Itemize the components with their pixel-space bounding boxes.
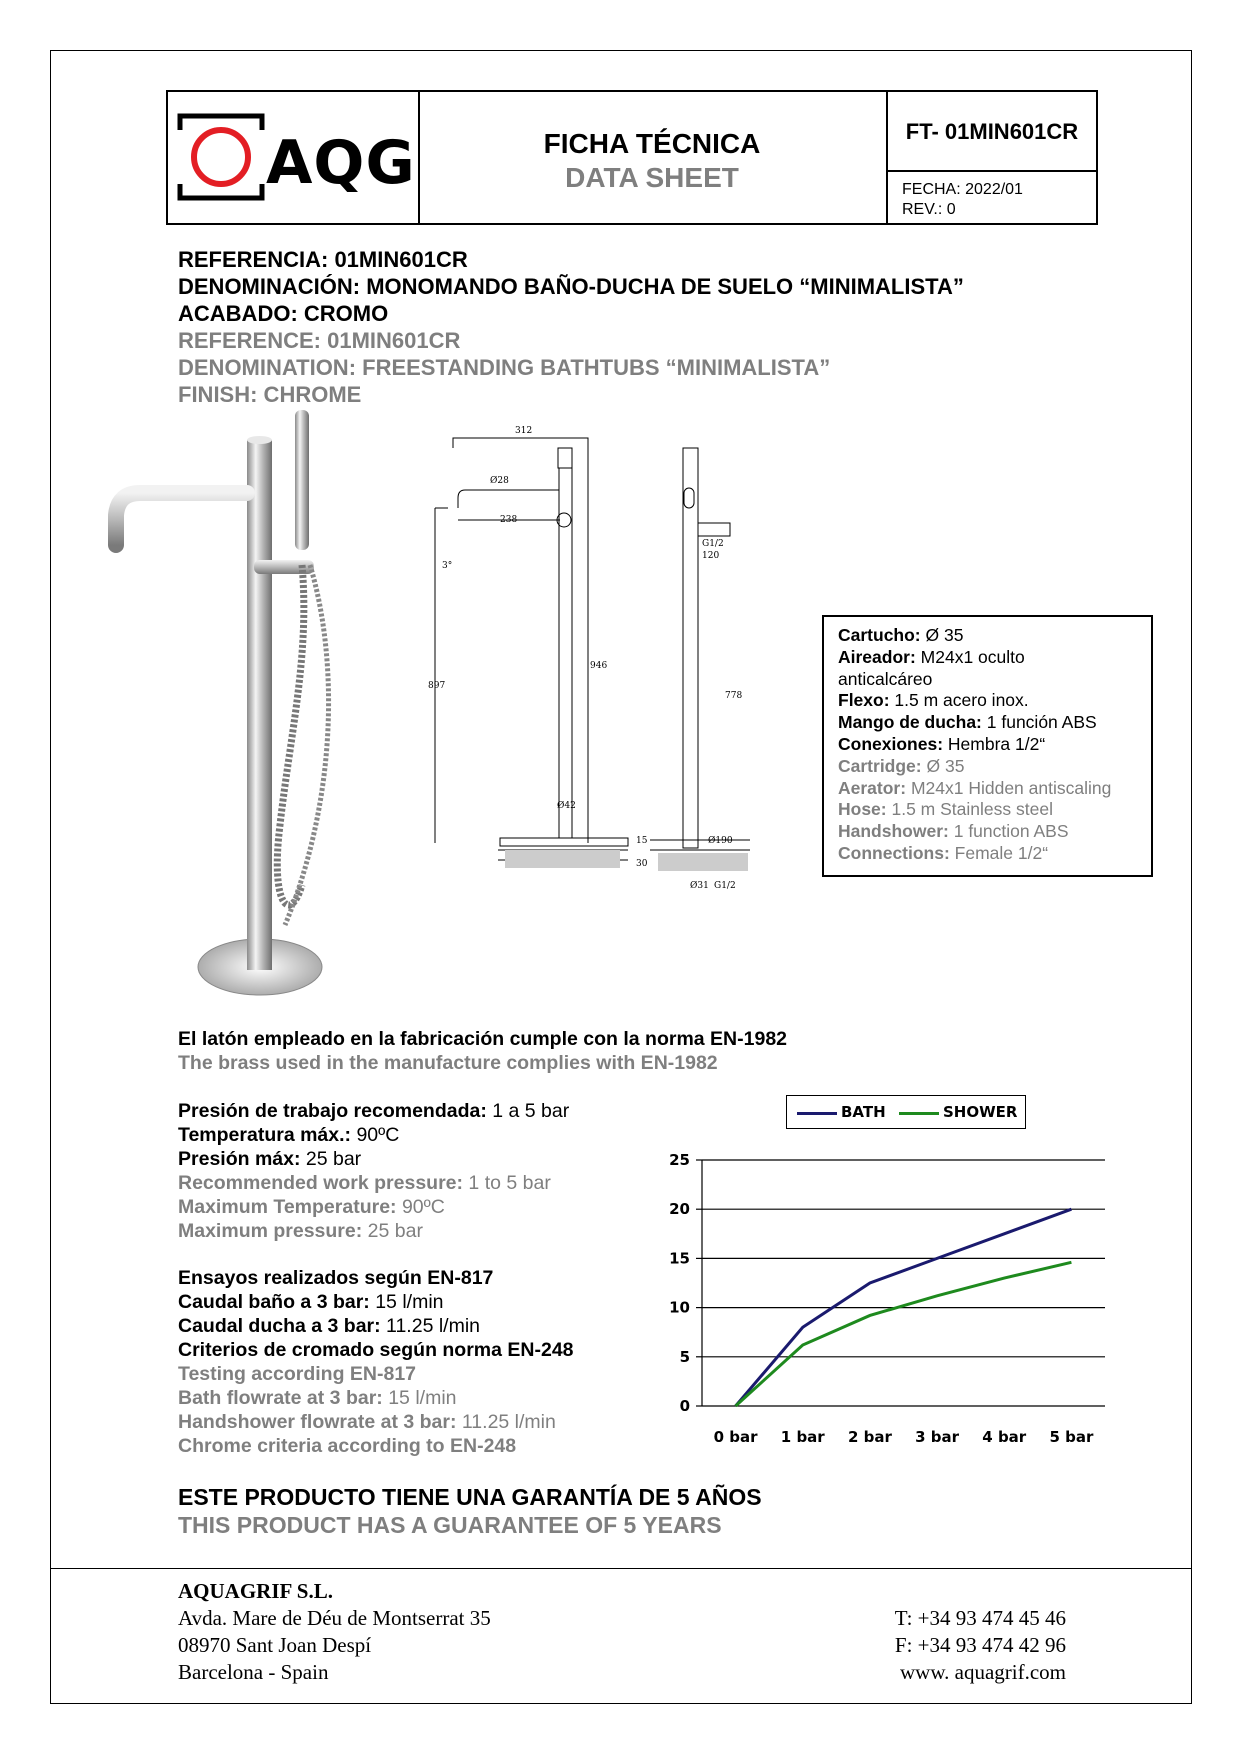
spec-en-3: Handshower: 1 function ABS [838,821,1069,842]
footer-divider [50,1568,1192,1569]
dim-312: 312 [515,426,533,436]
address-line-3: Barcelona - Spain [178,1660,329,1684]
guarantee-es: ESTE PRODUCTO TIENE UNA GARANTÍA DE 5 AÑOS [178,1484,762,1510]
dim-28: Ø28 [490,476,509,486]
brass-en: The brass used in the manufacture complies with EN-1982 [178,1052,718,1074]
phone: T: +34 93 474 45 46 [894,1606,1066,1630]
brass-statement [178,1027,787,1075]
legend-bath-label: BATH [841,1103,886,1121]
pressure-en-2: Maximum pressure: 25 bar [178,1220,423,1242]
y-tick-label-4: 20 [669,1200,690,1219]
tests-block [178,1266,574,1458]
company-address [178,1578,491,1686]
tests-en-0: Testing according EN-817 [178,1363,417,1385]
technical-drawing [430,418,750,903]
spec-en-0: Cartridge: Ø 35 [838,755,965,776]
y-tick-label-2: 10 [669,1298,690,1317]
dim-g12-bottom: G1/2 [714,881,736,891]
tests-en-1: Bath flowrate at 3 bar: 15 l/min [178,1387,457,1409]
brass-es: El latón empleado en la fabricación cumple con la norma EN-1982 [178,1028,788,1050]
dim-238: 238 [500,515,518,525]
finish-en-line: FINISH: CHROME [178,382,362,407]
tests-en-3: Chrome criteria according to EN-248 [178,1435,517,1457]
denomination-es-line: DENOMINACIÓN: MONOMANDO BAÑO-DUCHA DE SUELO “MINIMALISTA” [178,274,964,299]
pressure-es-2: Presión máx: 25 bar [178,1148,362,1170]
spec-es-2: anticalcáreo [838,668,933,689]
y-tick-label-3: 15 [669,1249,690,1268]
revision-info [902,180,1023,220]
flow-chart [650,1148,1120,1458]
spec-en-1: Aerator: M24x1 Hidden antiscaling [838,777,1112,798]
dim-897: 897 [428,681,446,691]
code-cell [888,92,1096,223]
guarantee-block [178,1483,762,1539]
dim-190: Ø190 [708,836,733,846]
fax: F: +34 93 474 42 96 [894,1633,1066,1657]
title-cell [418,92,888,223]
chart-legend [786,1095,1026,1129]
legend-bath-swatch [797,1112,837,1115]
spec-es-3: Flexo: 1.5 m acero inox. [838,690,1029,711]
dim-42: Ø42 [557,801,576,811]
website-link[interactable]: www. aquagrif.com [899,1660,1066,1684]
dim-30: 30 [636,859,648,869]
logo-cell [168,92,420,223]
dim-778: 778 [725,691,743,701]
spec-en-4: Connections: Female 1/2“ [838,842,1049,863]
x-tick-label-1: 1 bar [780,1428,825,1446]
pressure-es-1: Temperatura máx.: 90ºC [178,1124,400,1146]
x-tick-label-3: 3 bar [915,1428,960,1446]
finish-es-line: ACABADO: CROMO [178,301,389,326]
brand-name: AQG [266,128,416,198]
dim-120: 120 [702,551,720,561]
guarantee-en: THIS PRODUCT HAS A GUARANTEE OF 5 YEARS [178,1512,722,1538]
tests-en-2: Handshower flowrate at 3 bar: 11.25 l/min [178,1411,556,1433]
y-tick-label-1: 5 [679,1347,690,1366]
spec-es-4: Mango de ducha: 1 función ABS [838,712,1097,733]
spec-es-0: Cartucho: Ø 35 [838,625,964,645]
dim-31: Ø31 [690,881,709,891]
tests-es-1: Caudal baño a 3 bar: 15 l/min [178,1291,444,1313]
x-tick-label-0: 0 bar [713,1428,758,1446]
dim-15: 15 [636,836,648,846]
reference-es-line: REFERENCIA: 01MIN601CR [178,247,468,272]
address-line-1: Avda. Mare de Déu de Montserrat 35 [178,1606,491,1630]
series-line-shower [736,1262,1072,1406]
company-name: AQUAGRIF S.L. [178,1579,333,1603]
dim-946: 946 [590,661,608,671]
reference-en-line: REFERENCE: 01MIN601CR [178,328,461,353]
reference-block [178,246,964,408]
legend-shower-label: SHOWER [943,1103,1018,1121]
title-es: FICHA TÉCNICA [543,128,761,159]
tests-es-3: Criterios de cromado según norma EN-248 [178,1339,574,1361]
spec-es-1: Aireador: M24x1 oculto [838,646,1025,667]
x-tick-label-5: 5 bar [1049,1428,1094,1446]
header-table [166,90,1098,225]
specs-box [822,615,1153,877]
product-photo [110,405,360,1005]
address-line-2: 08970 Sant Joan Despí [178,1633,372,1657]
pressure-block [178,1099,569,1243]
tests-es-0: Ensayos realizados según EN-817 [178,1267,494,1289]
pressure-es-0: Presión de trabajo recomendada: 1 a 5 bar [178,1100,570,1122]
pressure-en-0: Recommended work pressure: 1 to 5 bar [178,1172,551,1194]
spec-es-5: Conexiones: Hembra 1/2“ [838,733,1046,754]
y-tick-label-5: 25 [669,1151,690,1169]
y-tick-label-0: 0 [679,1397,690,1415]
fecha-label: FECHA: 2022/01 [902,181,1023,198]
tests-es-2: Caudal ducha a 3 bar: 11.25 l/min [178,1315,480,1337]
x-tick-label-4: 4 bar [982,1428,1027,1446]
denomination-en-line: DENOMINATION: FREESTANDING BATHTUBS “MINIMALISTA” [178,355,831,380]
dim-angle: 3° [442,561,453,571]
rev-label: REV.: 0 [902,201,956,218]
title-en: DATA SHEET [565,162,739,193]
sheet-code: FT- 01MIN601CR [888,92,1096,172]
spec-en-2: Hose: 1.5 m Stainless steel [838,799,1053,820]
dim-g12-side: G1/2 [702,539,724,549]
pressure-en-1: Maximum Temperature: 90ºC [178,1196,445,1218]
company-contact [860,1605,1066,1686]
x-tick-label-2: 2 bar [847,1428,892,1446]
aqg-logo-icon [176,112,266,202]
legend-shower-swatch [899,1112,939,1115]
